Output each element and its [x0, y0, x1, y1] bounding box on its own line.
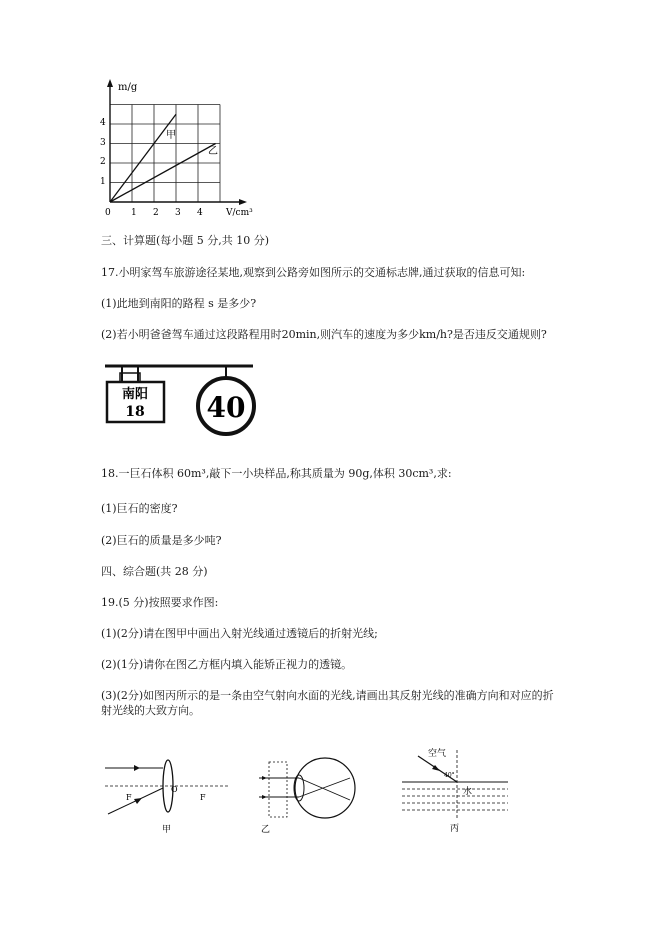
y-tick-3: 3	[100, 138, 106, 148]
figure-jia-lens	[100, 748, 235, 838]
ray-arrow-bottom	[262, 795, 267, 799]
water-label: 水	[463, 787, 473, 797]
traffic-sign	[100, 360, 270, 440]
lens-box	[269, 762, 287, 817]
graph-grid	[110, 105, 220, 203]
y-axis-arrow	[107, 79, 113, 87]
q19-part2: (2)(1分)请你在图乙方框内填入能矫正视力的透镜。	[101, 658, 353, 671]
section3-heading: 三、计算题(每小题 5 分,共 10 分)	[101, 234, 270, 247]
y-tick-4: 4	[100, 118, 106, 128]
figure-bing-interface	[400, 742, 510, 837]
focus-right-label: F	[200, 793, 206, 802]
q18-stem: 18.一巨石体积 60m³,敲下一小块样品,称其质量为 90g,体积 30cm³,求:	[101, 467, 452, 480]
series-label-yi: 乙	[208, 146, 218, 157]
y-tick-2: 2	[100, 157, 106, 167]
y-tick-1: 1	[100, 177, 106, 187]
distance-sign-place: 南阳	[121, 387, 149, 402]
q18-part2: (2)巨石的质量是多少吨?	[101, 534, 222, 547]
x-axis-label: V/cm³	[226, 208, 253, 218]
ray-arrow	[134, 765, 140, 771]
x-tick-2: 2	[153, 208, 159, 218]
q19-stem: 19.(5 分)按照要求作图:	[101, 596, 219, 609]
ray-arrow-top	[262, 776, 267, 780]
figure-jia-caption: 甲	[162, 825, 172, 835]
figure-yi-caption: 乙	[261, 825, 271, 835]
origin-label: 0	[105, 208, 111, 218]
q17-stem: 17.小明家驾车旅游途径某地,观察到公路旁如图所示的交通标志牌,通过获取的信息可知:	[101, 266, 526, 279]
speed-limit-value: 40	[206, 391, 246, 424]
q19-part3: (3)(2分)如图丙所示的是一条由空气射向水面的光线,请画出其反射光线的准确方向和对应的折射光线的大致方向。	[101, 689, 554, 717]
section4-heading: 四、综合题(共 28 分)	[101, 565, 208, 578]
series-label-jia: 甲	[166, 130, 176, 141]
air-label: 空气	[428, 749, 447, 759]
q17-part1: (1)此地到南阳的路程 s 是多少?	[101, 297, 257, 310]
angle-label: 40°	[444, 772, 455, 779]
optical-center-label: O	[171, 785, 178, 794]
series-line-yi	[110, 144, 216, 203]
series-line-jia	[110, 114, 176, 202]
figure-yi-eye	[255, 748, 365, 838]
x-axis-arrow	[239, 199, 247, 205]
x-tick-4: 4	[197, 208, 203, 218]
figure-bing-caption: 丙	[450, 824, 460, 834]
focus-left-label: F	[126, 793, 132, 802]
mass-volume-graph	[95, 75, 265, 225]
x-tick-1: 1	[131, 208, 137, 218]
x-tick-3: 3	[175, 208, 181, 218]
q19-part1: (1)(2分)请在图甲中画出入射光线通过透镜后的折射光线;	[101, 627, 378, 640]
q18-part1: (1)巨石的密度?	[101, 502, 178, 515]
y-axis-label: m/g	[118, 82, 138, 93]
q17-part2: (2)若小明爸爸驾车通过这段路程用时20min,则汽车的速度为多少km/h?是否违反交通规则?	[101, 328, 547, 341]
distance-sign-value: 18	[125, 404, 145, 420]
